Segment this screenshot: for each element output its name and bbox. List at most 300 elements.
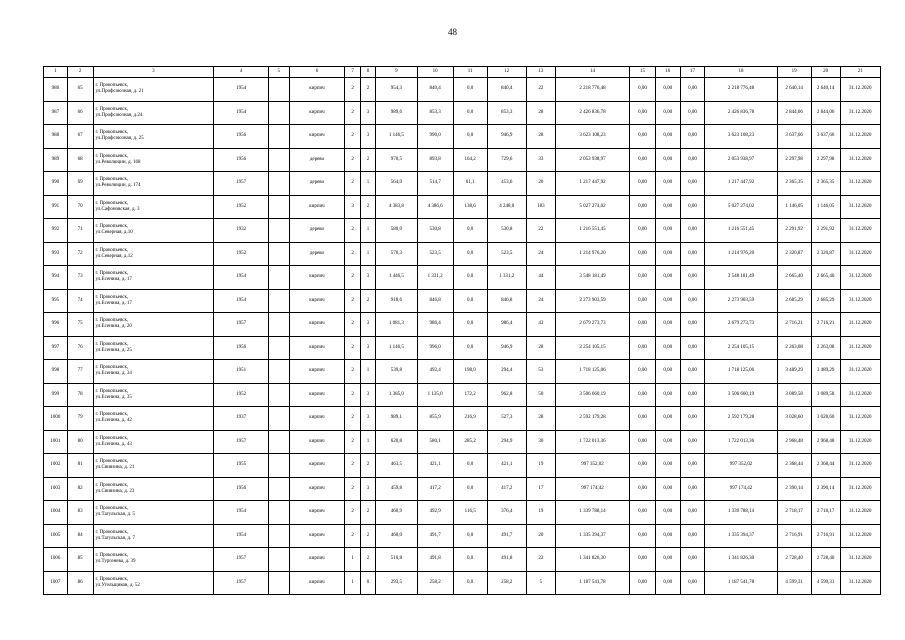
table-cell: 2 [345, 430, 360, 454]
table-cell [268, 336, 289, 360]
table-cell: кирпич [289, 383, 345, 407]
table-cell: 3 028,60 [811, 407, 840, 431]
table-cell: кирпич [289, 313, 345, 337]
table-cell: 30 [526, 430, 555, 454]
address-line: г. Прокопьевск, [95, 200, 129, 206]
table-cell: 2 [345, 172, 360, 196]
table-cell [268, 313, 289, 337]
address-cell [93, 148, 214, 172]
table-cell: 3 [345, 195, 360, 219]
table-cell: 3 [360, 477, 375, 501]
address-line: г. Прокопьевск, [95, 83, 129, 89]
table-row [44, 360, 881, 384]
table-cell: 1 722 013,36 [705, 430, 777, 454]
table-cell: 893,8 [417, 148, 453, 172]
table-cell: дерево [289, 242, 345, 266]
table-cell: 0,0 [453, 336, 487, 360]
table-cell: 2 640,14 [777, 78, 811, 102]
address-line: ул.Есенина, д. 42 [95, 418, 132, 424]
table-cell: 729,6 [487, 148, 526, 172]
table-cell: 31.12.2020 [840, 101, 880, 125]
table-cell: 70 [67, 195, 93, 219]
table-cell: 1 331,2 [417, 266, 453, 290]
table-cell: 986,4 [417, 313, 453, 337]
table-cell: 73 [67, 266, 93, 290]
table-cell: 1951 [214, 360, 269, 384]
table-row [44, 266, 881, 290]
table-cell: 31.12.2020 [840, 266, 880, 290]
address-line: г. Прокопьевск, [95, 459, 129, 465]
address-line: ул.Профсоюзная, д. 21 [95, 89, 144, 95]
table-cell: 82 [67, 477, 93, 501]
table-cell: 1 339 788,14 [705, 501, 777, 525]
table-cell: 2 844,06 [811, 101, 840, 125]
column-header: 13 [526, 67, 555, 78]
table-cell: 2 [345, 313, 360, 337]
table-cell: 2 [360, 524, 375, 548]
table-cell: 0,00 [680, 383, 705, 407]
table-cell: 0,00 [630, 289, 656, 313]
address-line: г. Прокопьевск, [95, 153, 129, 159]
address-cell [93, 501, 214, 525]
table-row [44, 125, 881, 149]
table-cell: 31.12.2020 [840, 430, 880, 454]
table-cell: 1956 [214, 125, 269, 149]
table-cell: 1952 [214, 383, 269, 407]
table-cell: 1957 [214, 172, 269, 196]
table-cell: 2 365,35 [811, 172, 840, 196]
table-cell [268, 501, 289, 525]
table-row [44, 195, 881, 219]
column-header: 17 [680, 67, 705, 78]
table-cell: 1003 [44, 477, 68, 501]
table-cell: 33 [526, 148, 555, 172]
table-cell: 1955 [214, 454, 269, 478]
table-cell: 2 [345, 289, 360, 313]
table-cell: 1 216 551,45 [705, 219, 777, 243]
table-cell: 970,5 [376, 148, 417, 172]
address-line: г. Прокопьевск, [95, 341, 129, 347]
table-cell: 31.12.2020 [840, 289, 880, 313]
table-cell: 31.12.2020 [840, 148, 880, 172]
table-cell: 463,5 [376, 454, 417, 478]
table-cell: 2 716,91 [777, 524, 811, 548]
table-cell [268, 172, 289, 196]
table-cell: 460,9 [376, 501, 417, 525]
table-cell: 2 390,14 [811, 477, 840, 501]
table-cell: 31.12.2020 [840, 336, 880, 360]
table-cell: 5 [526, 571, 555, 595]
table-cell: 1956 [214, 477, 269, 501]
table-cell: 3 489,29 [811, 360, 840, 384]
table-cell: 2 291,92 [811, 219, 840, 243]
address-line: ул.Есенина, д. 35 [95, 394, 132, 400]
table-cell: 3 506 660,19 [555, 383, 629, 407]
address-line: г. Прокопьевск, [95, 247, 129, 253]
address-line: ул.Есенина, д. 17 [95, 300, 132, 306]
table-cell: 31.12.2020 [840, 219, 880, 243]
table-cell: кирпич [289, 125, 345, 149]
table-cell: 0,00 [630, 501, 656, 525]
column-header: 18 [705, 67, 777, 78]
table-cell: 2 [345, 336, 360, 360]
table-cell: 2 665,40 [811, 266, 840, 290]
table-cell: 71 [67, 219, 93, 243]
table-cell: 0,00 [680, 125, 705, 149]
table-cell: кирпич [289, 336, 345, 360]
table-cell: 0,00 [630, 195, 656, 219]
address-line: г. Прокопьевск, [95, 506, 129, 512]
table-cell: 44 [526, 266, 555, 290]
table-cell: 421,1 [417, 454, 453, 478]
address-cell [93, 477, 214, 501]
table-cell: 2 254 105,15 [705, 336, 777, 360]
table-cell: 989 [44, 148, 68, 172]
table-cell: 2 [345, 266, 360, 290]
table-cell: 0,00 [655, 524, 680, 548]
table-cell: 3 [360, 313, 375, 337]
table-cell: 0,00 [655, 313, 680, 337]
table-cell: 20 [526, 172, 555, 196]
table-cell: 17 [526, 477, 555, 501]
address-line: ул.Есенина, д. 34 [95, 371, 132, 377]
table-cell: 1002 [44, 454, 68, 478]
table-cell: 2 716,91 [811, 524, 840, 548]
table-cell [268, 430, 289, 454]
table-cell: 31.12.2020 [840, 125, 880, 149]
table-cell: 22 [526, 548, 555, 572]
address-line: г. Прокопьевск, [95, 365, 129, 371]
table-cell: 0,00 [680, 524, 705, 548]
table-cell: 1 [360, 242, 375, 266]
table-cell: 1 339 788,14 [555, 501, 629, 525]
address-cell [93, 289, 214, 313]
table-cell: 65 [67, 78, 93, 102]
table-cell [268, 383, 289, 407]
table-cell: 2 [345, 242, 360, 266]
table-cell: 421,1 [487, 454, 526, 478]
table-cell: кирпич [289, 501, 345, 525]
table-cell: 946,9 [487, 125, 526, 149]
table-cell: 4 599,31 [777, 571, 811, 595]
table-cell: 840,4 [417, 78, 453, 102]
address-line: ул.Есенина, д. 25 [95, 347, 132, 353]
table-cell: 1006 [44, 548, 68, 572]
column-header: 11 [453, 67, 487, 78]
table-row [44, 313, 881, 337]
table-cell: 2 685,29 [777, 289, 811, 313]
table-cell: 492,9 [417, 501, 453, 525]
table-cell: 0,0 [453, 454, 487, 478]
address-line: г. Прокопьевск, [95, 388, 129, 394]
address-line: ул.Революции, д. 174 [95, 183, 141, 189]
table-cell: 0,00 [680, 266, 705, 290]
table-cell: 81 [67, 454, 93, 478]
table-cell: 846,8 [417, 289, 453, 313]
table-cell: кирпич [289, 407, 345, 431]
table-cell: 999 [44, 383, 68, 407]
address-cell [93, 430, 214, 454]
table-cell: 2 [345, 101, 360, 125]
table-cell: 293,5 [376, 571, 417, 595]
table-cell: 2 254 105,15 [555, 336, 629, 360]
table-cell: 0,00 [630, 125, 656, 149]
table-row [44, 571, 881, 595]
table-cell: 0,0 [453, 548, 487, 572]
table-cell: 2 426 836,78 [705, 101, 777, 125]
table-cell: 1 [360, 430, 375, 454]
table-cell: 2 728,40 [811, 548, 840, 572]
table-cell: 31.12.2020 [840, 313, 880, 337]
table-cell: 0,00 [630, 548, 656, 572]
table-cell: 491,7 [417, 524, 453, 548]
table-cell: 990 [44, 172, 68, 196]
table-cell: 918,6 [376, 289, 417, 313]
table-cell: 116,5 [453, 501, 487, 525]
table-cell: кирпич [289, 430, 345, 454]
address-cell [93, 383, 214, 407]
table-cell: 1 081,3 [376, 313, 417, 337]
table-cell: 2 718,17 [811, 501, 840, 525]
table-cell: 0,00 [630, 360, 656, 384]
table-cell: 0,00 [655, 548, 680, 572]
address-cell [93, 195, 214, 219]
table-cell: кирпич [289, 548, 345, 572]
table-cell: 2 426 836,78 [555, 101, 629, 125]
table-cell: 31.12.2020 [840, 501, 880, 525]
table-row [44, 548, 881, 572]
table-cell: 0,0 [453, 125, 487, 149]
table-cell: кирпич [289, 101, 345, 125]
address-cell [93, 524, 214, 548]
table-cell: 28 [526, 407, 555, 431]
table-cell: 1 146,5 [376, 336, 417, 360]
table-cell: 31.12.2020 [840, 548, 880, 572]
table-cell: 3 623 108,23 [555, 125, 629, 149]
address-line: г. Прокопьевск, [95, 529, 129, 535]
table-cell: 0,00 [630, 101, 656, 125]
table-cell: 1 [345, 548, 360, 572]
table-cell: 0,00 [655, 242, 680, 266]
table-cell: 2 [345, 78, 360, 102]
table-cell: 0,00 [655, 195, 680, 219]
address-line: ул.Сафоновская, д. 3 [95, 206, 140, 212]
table-cell: 2 368,44 [811, 454, 840, 478]
address-cell [93, 454, 214, 478]
table-cell: 0,0 [453, 219, 487, 243]
table-row [44, 289, 881, 313]
table-cell: 2 [345, 148, 360, 172]
table-cell: 527,3 [487, 407, 526, 431]
table-cell: 83 [67, 501, 93, 525]
table-cell: 855,9 [417, 407, 453, 431]
address-line: г. Прокопьевск, [95, 318, 129, 324]
table-body [44, 78, 881, 595]
table-cell: 1 217 447,92 [705, 172, 777, 196]
table-cell: 998 [44, 360, 68, 384]
table-cell: 0,00 [655, 289, 680, 313]
table-cell: 2 [360, 78, 375, 102]
table-cell: 2 [345, 524, 360, 548]
table-cell: 453,6 [487, 172, 526, 196]
table-cell: 0,00 [630, 172, 656, 196]
table-cell: 1004 [44, 501, 68, 525]
table-cell: 22 [526, 219, 555, 243]
address-cell [93, 336, 214, 360]
address-line: г. Прокопьевск, [95, 553, 129, 559]
table-cell: 198,0 [453, 360, 487, 384]
table-cell: 0,00 [655, 383, 680, 407]
table-cell: 0,00 [630, 571, 656, 595]
table-cell: 2 390,14 [777, 477, 811, 501]
table-cell: 2 685,29 [811, 289, 840, 313]
address-line: г. Прокопьевск, [95, 224, 129, 230]
table-cell: 1000 [44, 407, 68, 431]
table-cell: 3 637,66 [811, 125, 840, 149]
table-cell: 840,4 [487, 78, 526, 102]
table-cell: кирпич [289, 571, 345, 595]
table-cell: 1 217 447,92 [555, 172, 629, 196]
table-cell: 3 [360, 125, 375, 149]
table-cell: 1 341 826,30 [705, 548, 777, 572]
table-cell: 85 [67, 548, 93, 572]
table-cell: 19 [526, 454, 555, 478]
table-cell: 989,6 [376, 101, 417, 125]
table-cell: 997 174,42 [555, 477, 629, 501]
column-header: 12 [487, 67, 526, 78]
table-cell: 4 386,6 [417, 195, 453, 219]
table-cell: 997 352,02 [555, 454, 629, 478]
table-cell: 4 383,8 [376, 195, 417, 219]
table-cell: 2 [360, 501, 375, 525]
table-cell: 997 174,42 [705, 477, 777, 501]
table-cell: 995 [44, 289, 68, 313]
table-cell: 996,0 [417, 336, 453, 360]
address-cell [93, 266, 214, 290]
table-cell: 0,00 [630, 266, 656, 290]
address-cell [93, 313, 214, 337]
table-cell: 1 [360, 172, 375, 196]
column-header: 20 [811, 67, 840, 78]
column-header: 21 [840, 67, 880, 78]
table-cell: 0,0 [453, 524, 487, 548]
table-cell: 80 [67, 430, 93, 454]
table-cell: 0,00 [630, 454, 656, 478]
table-cell: 1 [360, 219, 375, 243]
address-cell [93, 125, 214, 149]
table-cell: 2 [345, 125, 360, 149]
table-cell: 3 623 108,23 [705, 125, 777, 149]
table-cell: 510,8 [376, 548, 417, 572]
table-cell: 0,00 [680, 219, 705, 243]
table-cell: 523,5 [487, 242, 526, 266]
table-cell: 31.12.2020 [840, 407, 880, 431]
address-line: г. Прокопьевск, [95, 482, 129, 488]
table-cell: 28 [526, 336, 555, 360]
table-cell: 31.12.2020 [840, 242, 880, 266]
table-cell: 1952 [214, 195, 269, 219]
table-cell [268, 125, 289, 149]
table-cell: 0,00 [680, 407, 705, 431]
table-cell: 1954 [214, 78, 269, 102]
table-cell: 0,00 [680, 477, 705, 501]
address-line: ул.Есенина, д. 20 [95, 324, 132, 330]
table-cell: 0,00 [630, 430, 656, 454]
table-cell: 1 146,05 [811, 195, 840, 219]
table-cell: 1956 [214, 336, 269, 360]
table-cell: 1 [345, 571, 360, 595]
table-cell: 3 089,58 [777, 383, 811, 407]
table-cell: 2 218 776,48 [555, 78, 629, 102]
table-cell: 3 637,66 [777, 125, 811, 149]
table-cell: 853,3 [417, 101, 453, 125]
table-cell: 0,00 [680, 548, 705, 572]
table-cell: 0,0 [453, 289, 487, 313]
table-cell [268, 524, 289, 548]
table-cell: 2 679 273,73 [705, 313, 777, 337]
column-header: 5 [268, 67, 289, 78]
table-cell: 2 273 903,59 [555, 289, 629, 313]
table-cell: 0,00 [655, 266, 680, 290]
address-cell [93, 571, 214, 595]
table-cell: 2 291,92 [777, 219, 811, 243]
table-cell [268, 78, 289, 102]
table-cell: 31.12.2020 [840, 524, 880, 548]
table-cell: 2 320,87 [777, 242, 811, 266]
table-cell: 3 506 660,19 [705, 383, 777, 407]
table-cell: 1954 [214, 501, 269, 525]
address-line: г. Прокопьевск, [95, 576, 129, 582]
column-header: 7 [345, 67, 360, 78]
table-cell: 2 [360, 195, 375, 219]
table-cell: 1956 [214, 148, 269, 172]
table-cell: кирпич [289, 195, 345, 219]
table-row [44, 454, 881, 478]
table-cell: 67 [67, 125, 93, 149]
table-cell: 2 728,40 [777, 548, 811, 572]
table-cell: 1 335 394,37 [705, 524, 777, 548]
column-header: 19 [777, 67, 811, 78]
table-cell: 28 [526, 101, 555, 125]
table-cell: 61,1 [453, 172, 487, 196]
table-cell: 2 218 776,48 [705, 78, 777, 102]
column-header: 9 [376, 67, 417, 78]
table-cell [268, 219, 289, 243]
table-cell: 53 [526, 360, 555, 384]
address-line: ул.Угольщиков, д. 52 [95, 582, 140, 588]
table-cell [268, 195, 289, 219]
table-cell: 2 263,08 [777, 336, 811, 360]
table-cell: 172,2 [453, 383, 487, 407]
table-cell: 183 [526, 195, 555, 219]
table-cell: 3 548 181,49 [705, 266, 777, 290]
table-cell: 2 844,06 [777, 101, 811, 125]
table-cell: 0,00 [680, 501, 705, 525]
table-row [44, 148, 881, 172]
table-cell: 2 592 179,28 [555, 407, 629, 431]
table-cell: 460,0 [376, 524, 417, 548]
table-cell: 20 [526, 524, 555, 548]
address-line: ул.Свиязина, д. 21 [95, 465, 135, 471]
address-line: ул.Тагульская, д. 7 [95, 535, 135, 541]
table-cell: 2 [345, 477, 360, 501]
address-line: г. Прокопьевск, [95, 130, 129, 136]
table-cell: 2 [345, 219, 360, 243]
table-cell: 0,00 [680, 454, 705, 478]
table-cell: 1 135,0 [417, 383, 453, 407]
column-header: 14 [555, 67, 629, 78]
table-cell: 28 [526, 125, 555, 149]
